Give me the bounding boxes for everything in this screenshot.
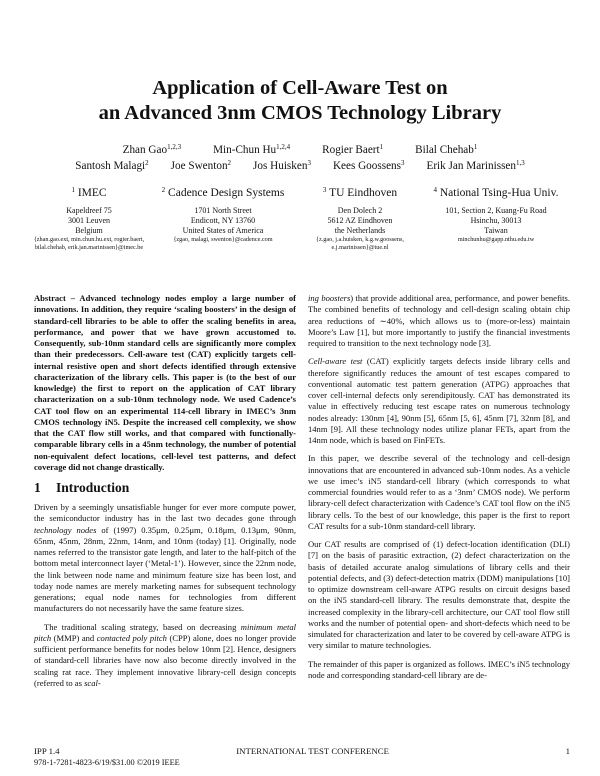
author: Erik Jan Marinissen$^{1,3}$ bbox=[426, 159, 525, 172]
affiliation: $^1$ IMEC Kapeldreef 75 3001 Leuven Belgium {zhan.gao.ext, min.chun.hu.ext, rogier.baert, bilal.chehab, erik.jan.marinissen}@imec.be bbox=[30, 186, 148, 252]
author: Zhan Gao$^{1,2,3}$ bbox=[122, 143, 182, 156]
affiliation-email: {zgao, malagi, swenton}@cadence.com bbox=[173, 236, 273, 243]
affiliation-email: {z.gao, j.a.huisken, k.g.w.goossens, bbox=[316, 236, 404, 243]
copyright-line: 978-1-7281-4823-6/19/$31.00 ©2019 IEEE bbox=[34, 758, 180, 767]
paragraph: In this paper, we describe several of the technology and cell-design innovations that are encountered in advanced sub-10nm nodes. As a vehicle we use imec’s iN5 standard-cell library (which corresponds to what commercial foundries would refer to as a ‘3nm’ CMOS node). We perform library-cell defect characterization with Cadence’s CAT tool flow on the iN5 library cells. To the best of our knowledge, this paper is the first to report CAT results for a sub-10nm standard-cell library. bbox=[308, 453, 570, 531]
affiliation-email: bilal.chehab, erik.jan.marinissen}@imec.be bbox=[34, 244, 144, 251]
affiliation: $^4$ National Tsing-Hua Univ. 101, Section 2, Kuang-Fu Road Hsinchu, 30013 Taiwan minchunhu@gapp.nthu.edu.tw bbox=[422, 186, 570, 252]
paper-id: IPP 1.4 bbox=[34, 746, 60, 756]
author-row-1 bbox=[40, 142, 560, 158]
author-list bbox=[40, 142, 560, 174]
paragraph: Cell-aware test (CAT) explicitly targets defects inside library cells and therefore significantly reduces the amount of test escapes compared to conventional automatic test pattern generation (ATPG) approaches that cover cell-internal defects only serendipitously. CAT has demonstrated its value in effectively reducing test escape rates on numerous technology nodes already: 130nm [4], 90nm [5], 65nm [5, 6], 45nm [7], 32nm [8], and 14nm [9]. All these technology nodes utilize planar FETs, apart from the 14nm node, which is based on FinFETs. bbox=[308, 356, 570, 445]
affiliation-name: $^1$ IMEC bbox=[71, 186, 107, 199]
affiliation-email: {zhan.gao.ext, min.chun.hu.ext, rogier.baert, bbox=[33, 236, 145, 243]
left-column bbox=[34, 293, 296, 696]
affiliation-name: $^4$ National Tsing-Hua Univ. bbox=[433, 186, 559, 199]
abstract: Abstract – Advanced technology nodes employ a large number of innovations. In addition, they require ‘scaling boosters’ in the design of standard-cell libraries to be able to offer the scaling benefits in area, performance, and power that we have grown accustomed to. Consequently, sub-10nm standard cells are significantly more complex than their predecessors. Cell-aware test (CAT) explicitly targets cell-internal resistive open and short defects identified through extensive characterization of the library cells. This paper is (to the best of our knowledge) the first to report on the application of CAT library characterization on a sub-10nm technology node. We used Cadence’s CAT tool flow on an experimental 114-cell library in IMEC’s 3nm CMOS technology iN5. Despite the increased cell complexity, we show that the CAT flow still works, and that compared with functionally-comparable library cells in a 45nm technology, the number of potential non-equivalent defect locations, cell-level test patterns, and defect coverage did not change drastically. bbox=[34, 293, 296, 472]
author: Santosh Malagi$^2$ bbox=[75, 159, 149, 172]
paragraph: Our CAT results are comprised of (1) defect-location identification (DLI) [7] on the basis of parasitic extraction, (2) defect characterization on the basis of detailed accurate analog simulations of library cells and their potential defects, and (3) defect-detection matrix (DDM) manipulations [10] to optimize downstream cell-aware ATPG results on circuit designs based on the iN5 standard-cell library. The results demonstrate that, despite the increased complexity in the library-cell architecture, our CAT tool flow still works and the number of potential open- and short-defects which need to be simulated for characterization and later to be covered by cell-aware ATPG is very similar to mature technologies. bbox=[308, 539, 570, 651]
paragraph: The traditional scaling strategy, based on decreasing minimum metal pitch (MMP) and contacted poly pitch (CPP) alone, does no longer provide sufficient performance benefits for nodes below 10nm [2]. Hence, designers of standard-cell libraries have now also become directly involved in the scaling rat race. They implement innovative library-cell design concepts (referred to as scal- bbox=[34, 621, 296, 688]
author: Jos Huisken$^3$ bbox=[253, 159, 311, 172]
right-column bbox=[308, 293, 570, 688]
page-footer bbox=[34, 746, 570, 768]
paragraph: Driven by a seemingly unsatisfiable hunger for ever more compute power, the semiconductor industry has in the last two decades gone through technology nodes of (1997) 0.35μm, 0.25μm, 0.18μm, 0.13μm, 90nm, 65nm, 45nm, 28nm, 22nm, 14nm, and 10nm (today) [1]. Originally, node names referred to the transistor gate length, and later to the half-pitch of the bottom metal interconnect layer (‘Metal-1’). However, since the 22nm node, the link between node name and minimum feature size has been lost, and today node names are merely marketing names for subsequent technology generations; equal node names for technologies from different manufacturers do not necessarily have the same feature sizes. bbox=[34, 502, 296, 614]
author: Rogier Baert$^1$ bbox=[322, 143, 384, 156]
affiliation: $^2$ Cadence Design Systems 1701 North Street Endicott, NY 13760 United States of America {zgao, malagi, swenton}@cadence.com bbox=[148, 186, 298, 252]
conference-name: INTERNATIONAL TEST CONFERENCE bbox=[236, 746, 389, 756]
affiliation: $^3$ TU Eindhoven Den Dolech 2 5612 AZ Eindhoven the Netherlands {z.gao, j.a.huisken, k.g.w.goossens, e.j.marinissen}@tue.nl bbox=[298, 186, 422, 252]
title-line-1: Application of Cell-Aware Test on bbox=[152, 77, 448, 99]
page-number: 1 bbox=[565, 746, 570, 756]
author: Joe Swenton$^2$ bbox=[170, 159, 232, 172]
affiliation-email: minchunhu@gapp.nthu.edu.tw bbox=[457, 236, 535, 243]
paragraph: The remainder of this paper is organized as follows. IMEC’s iN5 technology node and corresponding standard-cell library are de- bbox=[308, 658, 570, 680]
author-row-2 bbox=[40, 158, 560, 174]
author: Kees Goossens$^3$ bbox=[332, 159, 405, 172]
affiliation-name: $^2$ Cadence Design Systems bbox=[161, 186, 285, 199]
paper-title bbox=[60, 76, 540, 126]
section-heading: 1 Introduction bbox=[34, 480, 130, 495]
paragraph: ing boosters) that provide additional area, performance, and power benefits. The combined benefits of technology and cell-design scaling obtain chip area reductions of ∼40%, which allows us to (more-or-less) maintain Moore’s Law [1], but more importantly to justify the financial investments required to transition to the next technology node [3]. bbox=[308, 293, 570, 348]
author: Min-Chun Hu$^{1,2,4}$ bbox=[213, 143, 291, 156]
affiliation-email: e.j.marinissen}@tue.nl bbox=[331, 244, 389, 251]
title-line-2: an Advanced 3nm CMOS Technology Library bbox=[98, 102, 502, 124]
affiliation-name: $^3$ TU Eindhoven bbox=[322, 186, 398, 199]
affiliations bbox=[30, 186, 570, 252]
author: Bilal Chehab$^1$ bbox=[415, 143, 478, 156]
